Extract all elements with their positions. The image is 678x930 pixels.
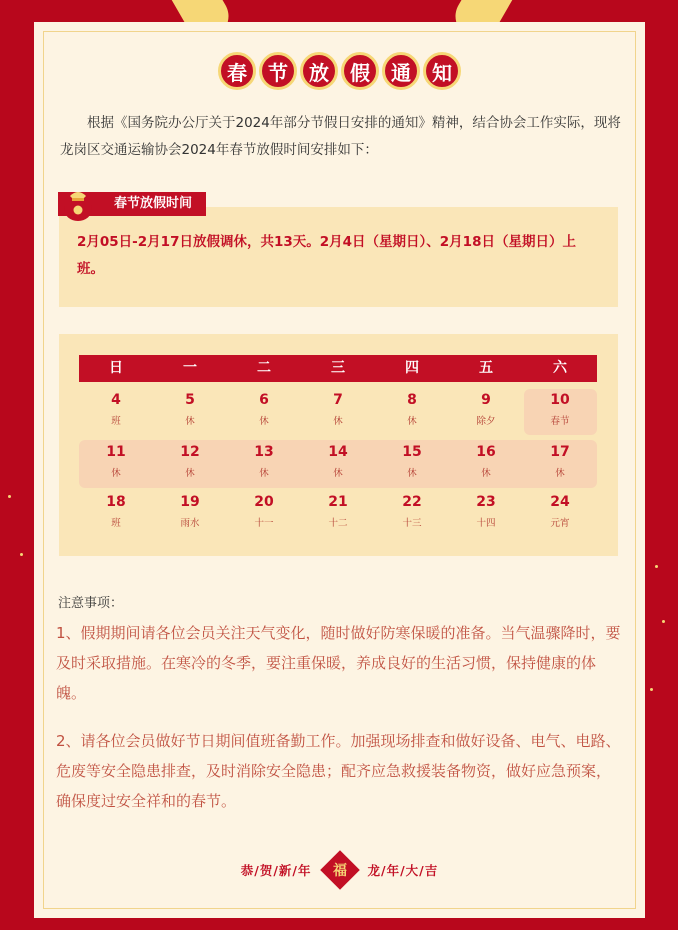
day-number: 9 [481,392,491,408]
day-number: 20 [254,494,274,510]
calendar-day [449,488,523,540]
weekday-label: 二 [257,360,271,376]
calendar-day [227,488,301,540]
footer-greeting [34,856,645,884]
day-note: 休 [555,468,565,479]
sparkle-decoration [8,495,11,498]
page-title [34,52,645,90]
day-note: 春节 [550,416,570,427]
title-char: 假 [341,52,379,90]
holiday-box [59,207,618,307]
calendar-day [79,438,153,488]
weekday-label: 五 [479,360,493,376]
calendar-grid [79,386,597,540]
day-note: 十二 [328,518,348,529]
weekday-label: 一 [183,360,197,376]
calendar-day [79,488,153,540]
footer-right-text: 龙/年/大/吉 [367,863,439,878]
calendar-day [153,386,227,438]
calendar-day [153,438,227,488]
day-note: 休 [111,468,121,479]
sparkle-decoration [650,688,653,691]
fu-char: 福 [332,863,347,879]
calendar-day [79,386,153,438]
sparkle-decoration [662,620,665,623]
calendar-day [375,488,449,540]
sparkle-decoration [20,553,23,556]
notice-card [34,22,645,918]
calendar-day [301,438,375,488]
day-number: 14 [328,444,348,460]
calendar-row [79,488,597,540]
day-number: 5 [185,392,195,408]
day-note: 休 [407,416,417,427]
day-number: 22 [402,494,422,510]
day-note: 班 [111,416,121,427]
day-number: 15 [402,444,422,460]
day-note: 休 [259,416,269,427]
title-char: 春 [218,52,256,90]
day-number: 4 [111,392,121,408]
calendar-day [227,386,301,438]
calendar-day [375,386,449,438]
day-note: 十四 [476,518,496,529]
weekday-label: 四 [405,360,419,376]
weekday-label: 六 [553,360,567,376]
title-char: 放 [300,52,338,90]
day-number: 6 [259,392,269,408]
calendar [59,334,618,556]
day-number: 23 [476,494,496,510]
day-number: 24 [550,494,570,510]
calendar-day [523,438,597,488]
title-char: 通 [382,52,420,90]
title-char: 知 [423,52,461,90]
fu-badge [320,850,360,890]
day-number: 19 [180,494,200,510]
day-number: 11 [106,444,126,460]
day-note: 休 [333,416,343,427]
day-number: 8 [407,392,417,408]
section-label: 春节放假时间 [58,192,206,216]
day-number: 18 [106,494,126,510]
note-item: 1、假期期间请各位会员关注天气变化，随时做好防寒保暖的准备。当气温骤降时，要及时采取措施。在寒冷的冬季，要注重保暖，养成良好的生活习惯，保持健康的体魄。 [56,624,621,702]
note-item: 2、请各位会员做好节日期间值班备勤工作。加强现场排查和做好设备、电气、电路、危废等安全隐患排查，及时消除安全隐患；配齐应急救援装备物资，做好应急预案，确保度过安全祥和的春节。 [56,732,621,810]
day-note: 班 [111,518,121,529]
sparkle-decoration [655,565,658,568]
intro-paragraph: 根据《国务院办公厅关于2024年部分节假日安排的通知》精神，结合协会工作实际，现将龙岗区交通运输协会2024年春节放假时间安排如下： [60,115,621,158]
day-note: 元宵 [550,518,570,529]
holiday-text: 2月05日-2月17日放假调休，共13天。2月4日（星期日）、2月18日（星期日）上班。 [77,234,576,277]
day-number: 10 [550,392,570,408]
calendar-day [227,438,301,488]
day-note: 休 [407,468,417,479]
day-note: 休 [185,468,195,479]
day-note: 休 [185,416,195,427]
day-note: 休 [259,468,269,479]
day-note: 雨水 [180,518,200,529]
calendar-header [79,355,597,382]
weekday-label: 三 [331,360,345,376]
weekday-label: 日 [109,360,123,376]
calendar-row [79,438,597,488]
lucky-bag-icon [62,184,94,222]
day-note: 十一 [254,518,274,529]
day-note: 十三 [402,518,422,529]
calendar-day [301,488,375,540]
day-number: 7 [333,392,343,408]
calendar-row [79,386,597,438]
day-note: 休 [481,468,491,479]
calendar-day [523,386,597,438]
day-number: 17 [550,444,570,460]
day-note: 除夕 [476,416,496,427]
day-number: 16 [476,444,496,460]
day-number: 13 [254,444,274,460]
calendar-day [449,386,523,438]
title-char: 节 [259,52,297,90]
calendar-day [523,488,597,540]
day-number: 12 [180,444,200,460]
day-note: 休 [333,468,343,479]
day-number: 21 [328,494,348,510]
calendar-day [449,438,523,488]
calendar-day [301,386,375,438]
notes-title: 注意事项： [58,596,124,611]
footer-left-text: 恭/贺/新/年 [240,863,312,878]
calendar-day [375,438,449,488]
calendar-day [153,488,227,540]
